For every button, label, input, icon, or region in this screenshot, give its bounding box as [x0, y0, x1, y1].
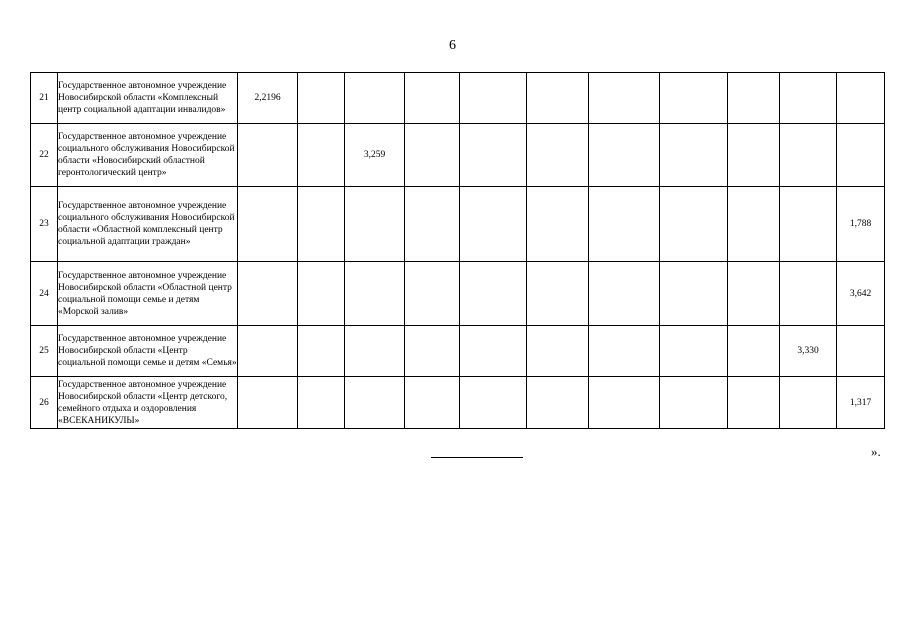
value-cell — [527, 377, 589, 429]
institution-name: Государственное автономное учреждение Новосибирской области «Центр социальной помощи семье и детям «Семья» — [58, 326, 238, 377]
value-cell — [527, 187, 589, 262]
institution-name: Государственное автономное учреждение социального обслуживания Новосибирской области «Новосибирский областной геронтологический центр» — [58, 124, 238, 187]
value-cell — [589, 73, 660, 124]
value-cell — [405, 377, 460, 429]
value-cell — [238, 326, 298, 377]
value-cell — [660, 326, 728, 377]
value-cell — [589, 377, 660, 429]
value-cell — [345, 262, 405, 326]
page-number: 6 — [449, 38, 456, 53]
row-number: 24 — [31, 262, 58, 326]
value-cell — [589, 187, 660, 262]
value-cell — [405, 73, 460, 124]
value-cell — [780, 124, 837, 187]
value-cell — [345, 187, 405, 262]
table-row — [31, 187, 885, 262]
value-cell — [298, 187, 345, 262]
value-cell — [780, 187, 837, 262]
value-cell: 3,259 — [345, 124, 405, 187]
value-cell — [589, 124, 660, 187]
value-cell — [298, 262, 345, 326]
value-cell — [780, 73, 837, 124]
value-cell: 1,317 — [837, 377, 885, 429]
value-cell — [660, 73, 728, 124]
value-cell — [527, 73, 589, 124]
row-number: 22 — [31, 124, 58, 187]
value-cell — [460, 124, 527, 187]
value-cell — [527, 124, 589, 187]
table-row — [31, 73, 885, 124]
closing-quote: ». — [871, 444, 881, 459]
value-cell — [728, 187, 780, 262]
value-cell — [405, 124, 460, 187]
table-row — [31, 326, 885, 377]
value-cell — [660, 262, 728, 326]
value-cell — [837, 124, 885, 187]
value-cell: 1,788 — [837, 187, 885, 262]
row-number: 26 — [31, 377, 58, 429]
table-row — [31, 377, 885, 429]
institution-name: Государственное автономное учреждение Новосибирской области «Центр детского, семейного отдыха и оздоровления «ВСЕКАНИКУЛЫ» — [58, 377, 238, 429]
value-cell: 3,330 — [780, 326, 837, 377]
value-cell — [660, 124, 728, 187]
value-cell — [345, 73, 405, 124]
value-cell — [728, 73, 780, 124]
row-number: 21 — [31, 73, 58, 124]
value-cell — [728, 326, 780, 377]
row-number: 25 — [31, 326, 58, 377]
value-cell — [728, 377, 780, 429]
value-cell — [298, 73, 345, 124]
value-cell — [238, 124, 298, 187]
value-cell — [780, 262, 837, 326]
table-row — [31, 262, 885, 326]
value-cell — [837, 326, 885, 377]
value-cell — [238, 377, 298, 429]
table-body — [31, 73, 885, 429]
value-cell — [460, 187, 527, 262]
value-cell — [460, 262, 527, 326]
value-cell — [527, 326, 589, 377]
value-cell — [298, 377, 345, 429]
value-cell — [298, 326, 345, 377]
value-cell — [728, 262, 780, 326]
signature-rule — [431, 457, 523, 458]
value-cell — [345, 377, 405, 429]
value-cell — [298, 124, 345, 187]
value-cell — [238, 262, 298, 326]
value-cell — [460, 377, 527, 429]
value-cell: 2,2196 — [238, 73, 298, 124]
value-cell — [460, 326, 527, 377]
value-cell — [780, 377, 837, 429]
value-cell — [345, 326, 405, 377]
value-cell — [589, 326, 660, 377]
institution-name: Государственное автономное учреждение Новосибирской области «Областной центр социальной помощи семье и детям «Морской залив» — [58, 262, 238, 326]
value-cell — [660, 377, 728, 429]
value-cell — [460, 73, 527, 124]
institution-name: Государственное автономное учреждение социального обслуживания Новосибирской области «Областной комплексный центр социальной адаптации граждан» — [58, 187, 238, 262]
value-cell — [837, 73, 885, 124]
value-cell — [405, 262, 460, 326]
value-cell — [660, 187, 728, 262]
value-cell: 3,642 — [837, 262, 885, 326]
row-number: 23 — [31, 187, 58, 262]
value-cell — [405, 326, 460, 377]
value-cell — [238, 187, 298, 262]
value-cell — [405, 187, 460, 262]
institution-name: Государственное автономное учреждение Новосибирской области «Комплексный центр социальной адаптации инвалидов» — [58, 73, 238, 124]
value-cell — [589, 262, 660, 326]
allocation-table — [30, 72, 885, 429]
table-row — [31, 124, 885, 187]
value-cell — [527, 262, 589, 326]
value-cell — [728, 124, 780, 187]
